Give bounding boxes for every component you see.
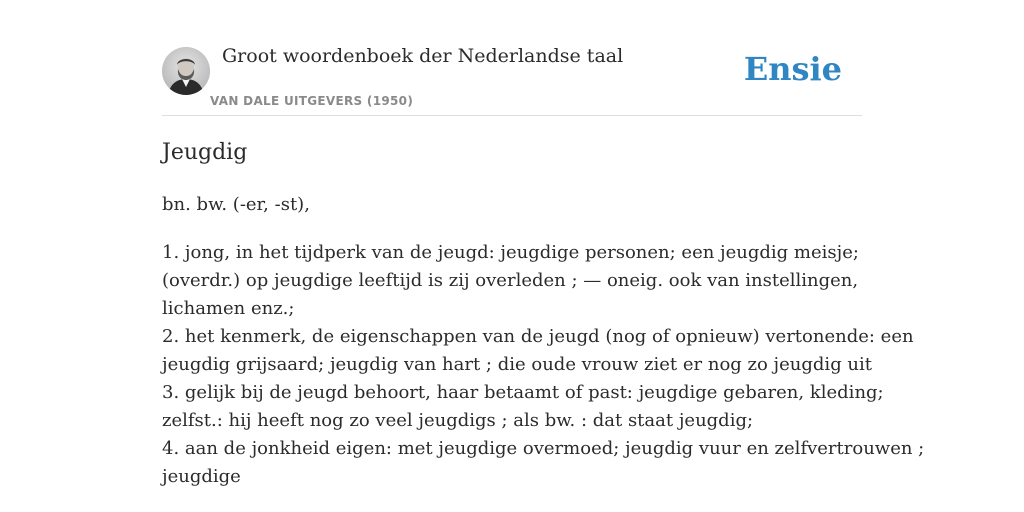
definition-line: zelfst.: hij heeft nog zo veel jeugdigs ; als bw. : dat staat jeugdig; xyxy=(162,410,754,431)
source-title[interactable]: Groot woordenboek der Nederlandse taal xyxy=(222,45,624,67)
author-avatar[interactable] xyxy=(162,47,210,95)
definition-line: (overdr.) op jeugdige leeftijd is zij overleden ; — oneig. ook van instellingen, xyxy=(162,270,859,291)
grammar-info: bn. bw. (-er, -st), xyxy=(162,194,310,215)
definition-text xyxy=(162,239,925,491)
entry-header xyxy=(162,0,862,116)
entry-title: Jeugdig xyxy=(162,140,248,165)
definition-line: 4. aan de jonkheid eigen: met jeugdige overmoed; jeugdig vuur en zelfvertrouwen ; xyxy=(162,438,925,459)
ensie-logo-link[interactable]: Ensie xyxy=(743,50,842,88)
definition-line: 3. gelijk bij de jeugd behoort, haar betaamt of past: jeugdige gebaren, kleding; xyxy=(162,382,884,403)
portrait-photo-icon xyxy=(162,47,210,95)
definition-line: 1. jong, in het tijdperk van de jeugd: jeugdige personen; een jeugdig meisje; xyxy=(162,242,859,263)
definition-line: 2. het kenmerk, de eigenschappen van de jeugd (nog of opnieuw) vertonende: een xyxy=(162,326,914,347)
definition-line: jeugdige xyxy=(162,466,241,487)
entry-card xyxy=(162,0,925,512)
definition-line: jeugdig grijsaard; jeugdig van hart ; die oude vrouw ziet er nog zo jeugdig uit xyxy=(162,354,873,375)
definition-line: lichamen enz.; xyxy=(162,298,295,319)
publisher-label: VAN DALE UITGEVERS (1950) xyxy=(210,94,414,108)
